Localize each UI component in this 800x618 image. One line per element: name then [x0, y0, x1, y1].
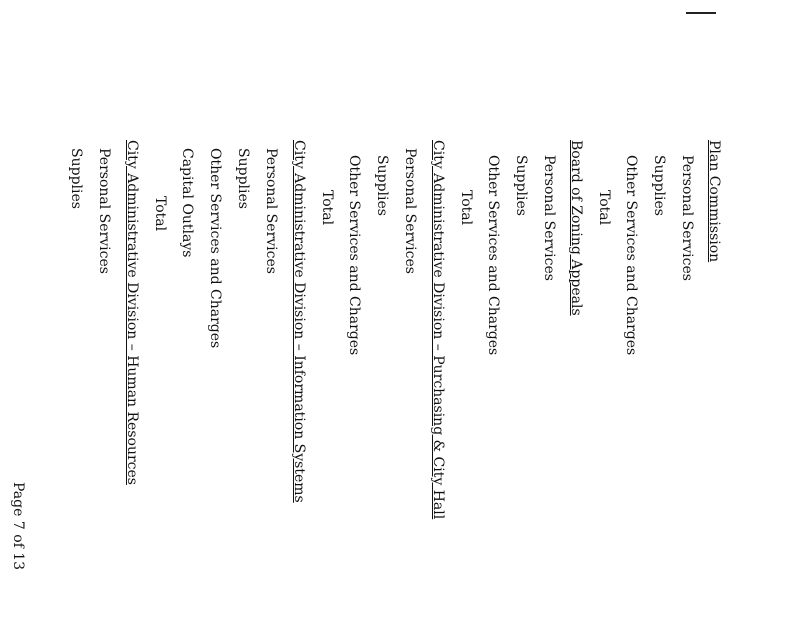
section-heading-board-of-zoning-appeals: Board of Zoning Appeals: [568, 140, 584, 316]
section-heading-plan-commission: Plan Commission: [706, 140, 722, 263]
line-item-personal-services: Personal Services: [263, 148, 279, 274]
total-label: Total: [319, 190, 335, 226]
line-item-other-services: Other Services and Charges: [485, 155, 501, 356]
total-label: Total: [596, 190, 612, 226]
line-item-personal-services: Personal Services: [541, 155, 557, 281]
total-label: Total: [152, 196, 168, 232]
line-item-personal-services: Personal Services: [96, 148, 112, 274]
section-heading-information-systems: City Administrative Division – Information Systems: [291, 140, 307, 503]
line-item-supplies: Supplies: [651, 155, 667, 216]
line-item-supplies: Supplies: [513, 155, 529, 216]
section-heading-purchasing-city-hall: City Administrative Division – Purchasing & City Hall: [430, 140, 446, 520]
line-item-other-services: Other Services and Charges: [346, 155, 362, 356]
total-label: Total: [458, 190, 474, 226]
line-item-supplies: Supplies: [235, 148, 251, 209]
line-item-other-services: Other Services and Charges: [207, 148, 223, 349]
line-item-capital-outlays: Capital Outlays: [179, 148, 195, 258]
line-item-supplies: Supplies: [68, 148, 84, 209]
header-mark: [686, 12, 716, 14]
line-item-personal-services: Personal Services: [679, 155, 695, 281]
line-item-personal-services: Personal Services: [402, 148, 418, 274]
section-heading-human-resources: City Administrative Division – Human Resources: [124, 140, 140, 485]
line-item-supplies: Supplies: [374, 155, 390, 216]
page-number: Page 7 of 13: [10, 482, 26, 571]
line-item-other-services: Other Services and Charges: [623, 155, 639, 356]
